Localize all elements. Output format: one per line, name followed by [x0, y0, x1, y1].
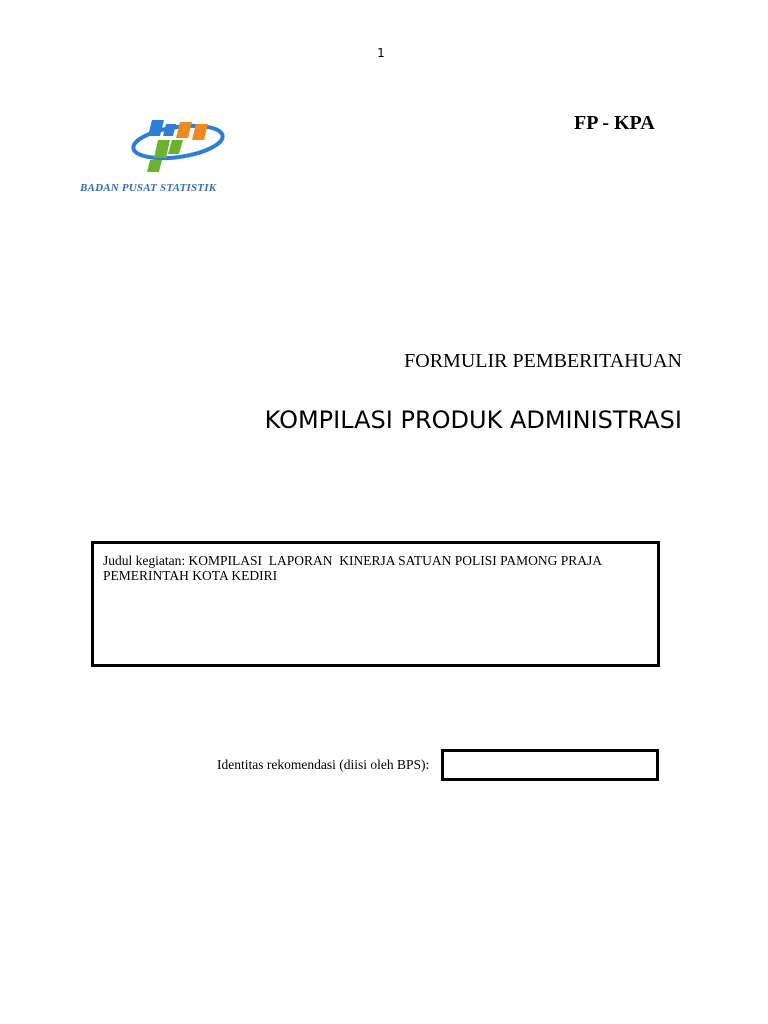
recommendation-label: Identitas rekomendasi (diisi oleh BPS): [217, 757, 430, 772]
agency-name: BADAN PUSAT STATISTIK [80, 182, 217, 194]
form-code: FP - KPA [574, 112, 655, 134]
bps-logo-icon [128, 114, 228, 178]
activity-title-text: Judul kegiatan: KOMPILASI LAPORAN KINERJA SATUAN POLISI PAMONG PRAJA PEMERINTAH KOTA KEDIRI [103, 553, 603, 583]
form-subtitle: FORMULIR PEMBERITAHUAN [404, 350, 682, 372]
recommendation-id-field[interactable] [441, 749, 659, 781]
activity-title-box [91, 541, 660, 667]
form-title: KOMPILASI PRODUK ADMINISTRASI [264, 406, 682, 434]
page-number: 1 [377, 46, 385, 60]
